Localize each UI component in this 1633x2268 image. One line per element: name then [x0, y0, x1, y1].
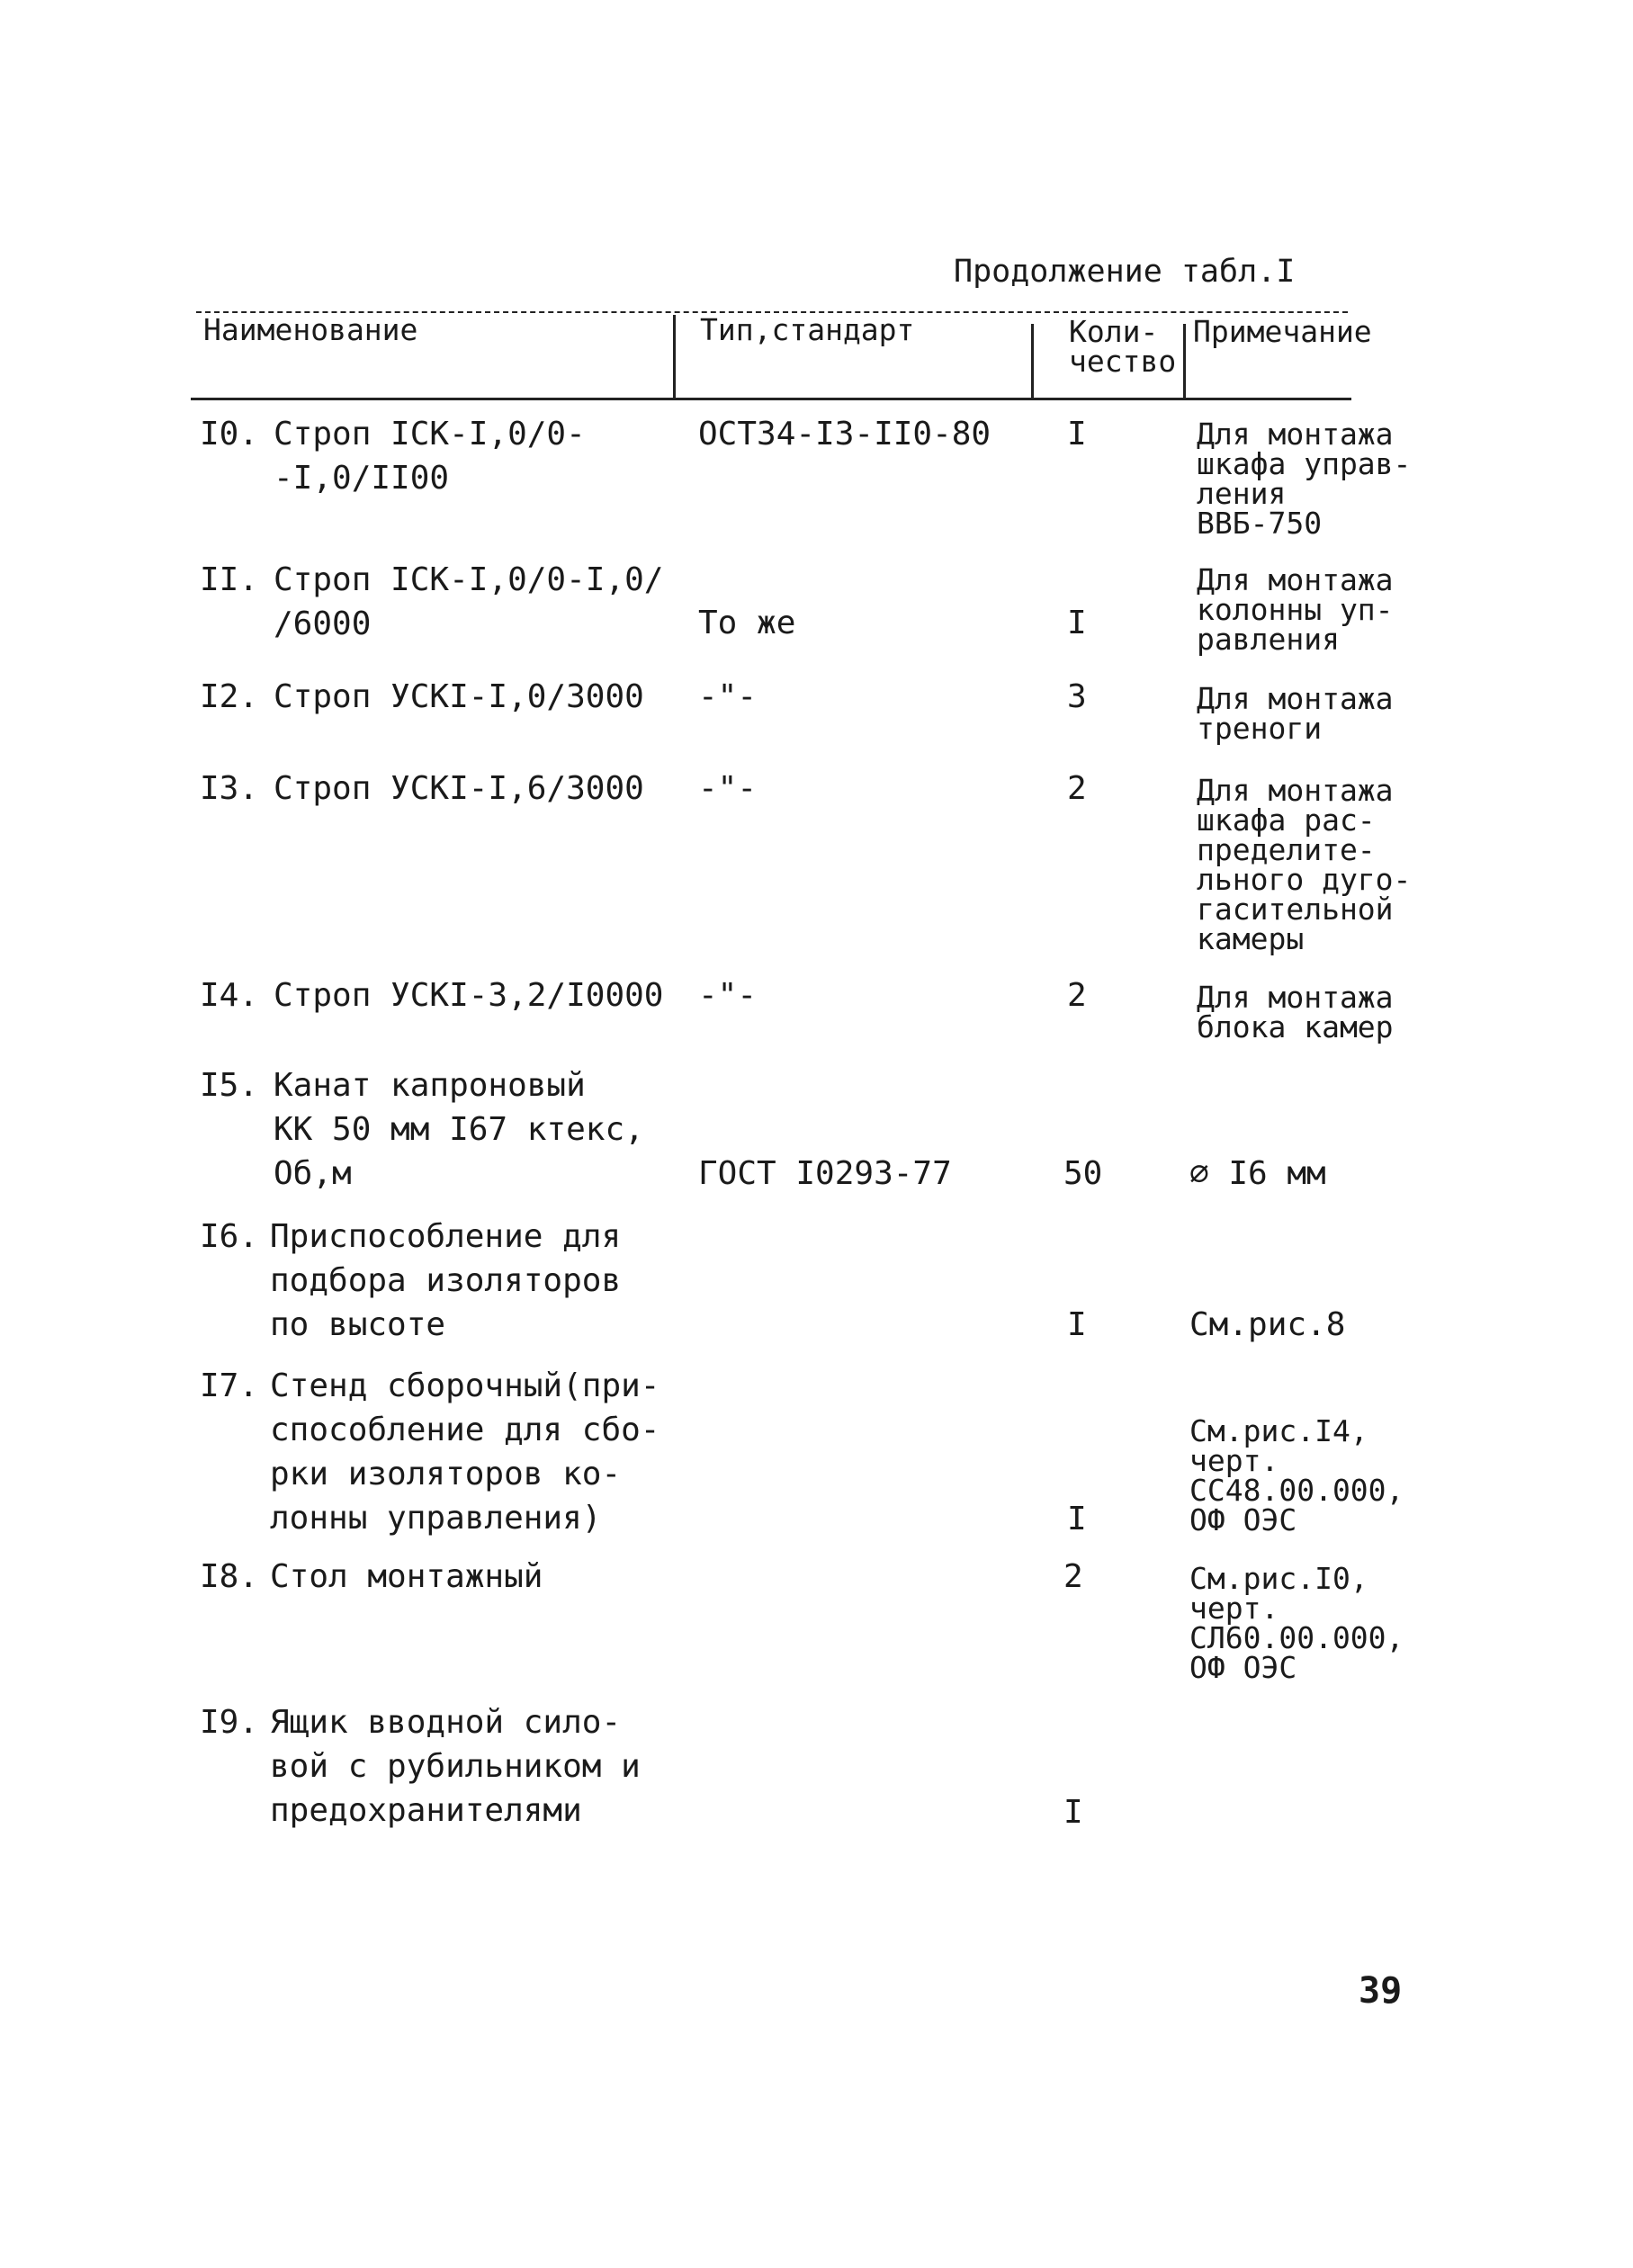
row-type: -"-: [698, 977, 758, 1014]
header-note: Примечание: [1193, 314, 1372, 349]
row-note: ∅ I6 мм: [1189, 1155, 1326, 1192]
row-number: I2.: [200, 678, 259, 715]
row-name: Строп IСК-I,0/0-I,0/ /6000: [274, 561, 664, 642]
table-caption: Продолжение табл.I: [954, 254, 1296, 290]
row-type: -"-: [698, 678, 758, 715]
row-number: II.: [200, 561, 259, 598]
row-qty: I: [1067, 1306, 1087, 1343]
row-number: I7.: [200, 1367, 259, 1404]
row-type: -"-: [698, 770, 758, 807]
row-qty: I: [1067, 605, 1087, 641]
row-note: Для монтажа блока камер: [1197, 980, 1394, 1044]
row-note: Для монтажа шкафа рас- пределите- льного дуго- гасительной камеры: [1197, 773, 1412, 956]
row-note: См.рис.I0, черт. СЛ60.00.000, ОФ ОЭС: [1189, 1561, 1404, 1685]
row-qty: 2: [1067, 977, 1087, 1014]
row-note: Для монтажа шкафа управ- ления ВВБ-750: [1197, 417, 1412, 541]
header-type: Тип,стандарт: [700, 312, 915, 347]
row-type: ГОСТ I0293-77: [698, 1155, 952, 1192]
row-note: См.рис.8: [1189, 1306, 1346, 1343]
row-note: Для монтажа треноги: [1197, 681, 1394, 746]
row-qty: I: [1067, 1501, 1087, 1537]
header-qty: Коли- чество: [1069, 314, 1177, 379]
row-number: I5.: [200, 1067, 259, 1104]
page-number: 39: [1359, 1970, 1403, 2012]
header-name: Наименование: [203, 312, 418, 347]
row-name: Строп УСКI-I,6/3000: [274, 770, 644, 807]
row-name: Строп УСКI-I,0/3000: [274, 678, 644, 715]
row-number: I3.: [200, 770, 259, 807]
row-name: Стол монтажный: [270, 1558, 543, 1595]
row-number: I8.: [200, 1558, 259, 1595]
row-qty: 3: [1067, 678, 1087, 715]
row-note: См.рис.I4, черт. СС48.00.000, ОФ ОЭС: [1189, 1413, 1404, 1537]
row-qty: 2: [1063, 1558, 1083, 1595]
row-name: Строп IСК-I,0/0- -I,0/II00: [274, 416, 586, 497]
row-number: I6.: [200, 1218, 259, 1255]
header-bottom-rule: [191, 398, 1351, 400]
header-divider-2: [1031, 324, 1034, 399]
row-note: Для монтажа колонны уп- равления: [1197, 562, 1394, 657]
row-name: Строп УСКI-3,2/I0000: [274, 977, 664, 1014]
header-divider-3: [1183, 324, 1186, 399]
row-qty: 2: [1067, 770, 1087, 807]
header-divider-1: [673, 315, 676, 399]
row-qty: I: [1067, 416, 1087, 453]
row-name: Ящик вводной сило- вой с рубильником и предохранителями: [270, 1704, 641, 1829]
row-number: I0.: [200, 416, 259, 453]
row-qty: 50: [1063, 1155, 1103, 1192]
row-number: I4.: [200, 977, 259, 1014]
row-name: Стенд сборочный(при- способление для сбо- рки изоляторов ко- лонны управления): [270, 1367, 660, 1537]
row-name: Приспособление для подбора изоляторов по высоте: [270, 1218, 622, 1343]
row-type: ОСТ34-I3-II0-80: [698, 416, 991, 453]
row-qty: I: [1063, 1794, 1083, 1831]
row-name: Канат капроновый КК 50 мм I67 ктекс, Об,м: [274, 1067, 644, 1192]
row-type: То же: [698, 605, 796, 641]
row-number: I9.: [200, 1704, 259, 1741]
